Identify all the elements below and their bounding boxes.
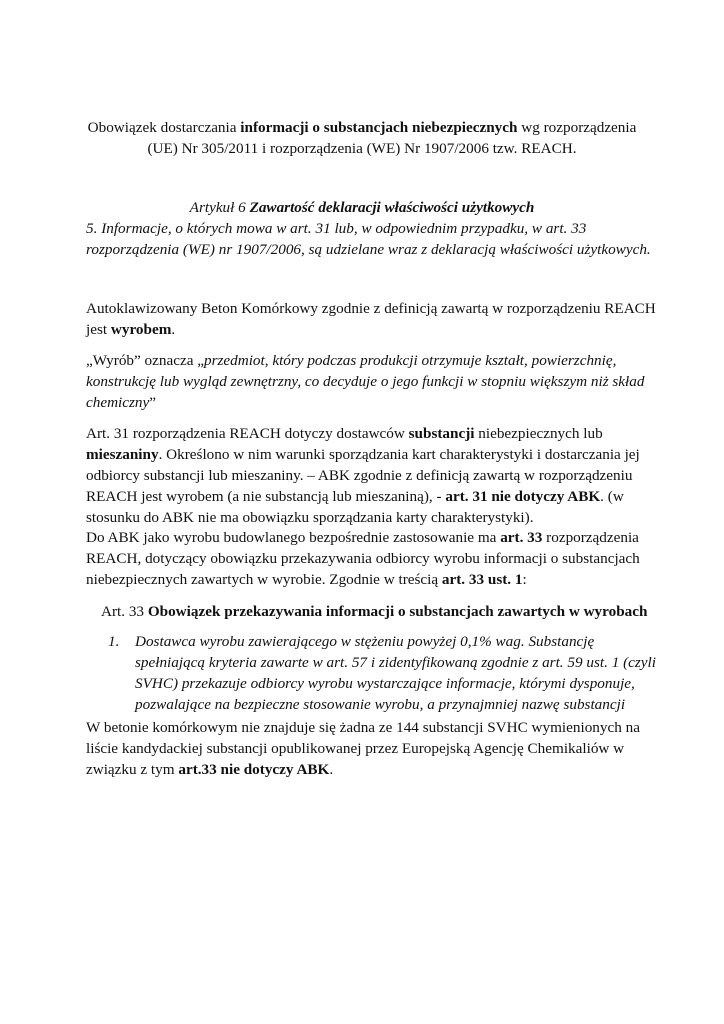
- list-line-3: SVHC) przekazuje odbiorcy wyrobu wystarczające informacje, którymi dysponuje,: [135, 675, 635, 692]
- p3-emphasis: art. 31 nie dotyczy ABK: [445, 488, 601, 505]
- p4-text: niebezpiecznych zawartych w wyrobie. Zgodnie w treścią: [86, 571, 442, 588]
- paragraph-art31: [86, 423, 646, 528]
- p2-text: „Wyrób” oznacza „: [86, 352, 204, 369]
- p3-line-3: odbiorcy substancji lub mieszaniny. – ABK zgodnie z definicją zawartą w rozporządzeniu: [86, 467, 633, 484]
- p4-emphasis: art. 33 ust. 1: [441, 571, 523, 588]
- art33-prefix: Art. 33: [101, 603, 148, 620]
- p4-text: :: [522, 571, 527, 588]
- p5-text: .: [329, 761, 334, 778]
- list-line-1: Dostawca wyrobu zawierającego w stężeniu powyżej 0,1% wag. Substancję: [135, 633, 595, 650]
- p3-text: REACH jest wyrobem (a nie substancją lub mieszaniną), -: [86, 488, 446, 505]
- p1-line-1: Autoklawizowany Beton Komórkowy zgodnie z definicją zawartą w rozporządzeniu REACH: [86, 300, 656, 317]
- p4-line-2: REACH, dotyczący obowiązku przekazywania odbiorcy wyrobu informacji o substancjach: [86, 550, 640, 567]
- p3-text: Art. 31 rozporządzenia REACH dotyczy dostawców: [86, 425, 409, 442]
- p5-line-2: liście kandydackiej substancji opublikowanej przez Europejską Agencję Chemikaliów w: [86, 740, 625, 757]
- art33-heading: [101, 601, 647, 622]
- p2-line-2: konstrukcję lub wygląd zewnętrzny, co decyduje o jego funkcji w stopniu większym niż skład: [86, 373, 645, 390]
- header-line-2: (UE) Nr 305/2011 i rozporządzenia (WE) Nr 1907/2006 tzw. REACH.: [147, 140, 577, 157]
- p1-text: .: [171, 321, 176, 338]
- header-line-1: [0, 117, 724, 138]
- p2-quote: chemiczny: [86, 394, 150, 411]
- list-line-2: spełniającą kryteria zawarte w art. 57 i zidentyfikowaną zgodnie z art. 59 ust. 1 (czyli: [135, 654, 656, 671]
- header-text: Obowiązek dostarczania: [87, 119, 241, 136]
- p1-text: jest: [86, 321, 111, 338]
- p4-text: rozporządzenia: [542, 529, 639, 546]
- paragraph-conclusion: [86, 717, 646, 780]
- article6-line-1: 5. Informacje, o których mowa w art. 31 lub, w odpowiednim przypadku, w art. 33: [86, 220, 587, 237]
- p3-text: . (w: [600, 488, 624, 505]
- p5-text: związku z tym: [86, 761, 179, 778]
- article6-body: [86, 218, 651, 260]
- article6-title: [0, 197, 724, 218]
- list-line-4: pozwalające na bezpieczne stosowanie wyrobu, a przynajmniej nazwę substancji: [135, 696, 626, 713]
- list-item-number: 1.: [108, 633, 120, 650]
- p3-emphasis: mieszaniny: [86, 446, 159, 463]
- article6-title-bold: Zawartość deklaracji właściwości użytkowych: [249, 199, 535, 216]
- p2-quote: przedmiot, który podczas produkcji otrzymuje kształt, powierzchnię,: [203, 352, 617, 369]
- p2-text: ”: [149, 394, 156, 411]
- p4-text: Do ABK jako wyrobu budowlanego bezpośrednie zastosowanie ma: [86, 529, 501, 546]
- p3-text: niebezpiecznych lub: [474, 425, 603, 442]
- paragraph-wyrob-definition: [86, 350, 646, 413]
- article6-line-2: rozporządzenia (WE) nr 1907/2006, są udzielane wraz z deklaracją właściwości użytkowych.: [86, 241, 651, 258]
- article6-title-prefix: Artykuł 6: [189, 199, 250, 216]
- p5-line-1: W betonie komórkowym nie znajduje się żadna ze 144 substancji SVHC wymienionych na: [86, 719, 640, 736]
- list-item: [0, 631, 724, 721]
- header-emphasis: informacji o substancjach niebezpiecznych: [240, 119, 518, 136]
- p4-emphasis: art. 33: [500, 529, 543, 546]
- header-text: wg rozporządzenia: [517, 119, 637, 136]
- p3-emphasis: substancji: [408, 425, 475, 442]
- p3-line-5: stosunku do ABK nie ma obowiązku sporządzania karty charakterystyki).: [86, 509, 534, 526]
- document-header: [0, 117, 724, 159]
- paragraph-art33: [86, 527, 646, 590]
- p1-emphasis: wyrobem: [110, 321, 172, 338]
- paragraph-abk-definition: [86, 298, 656, 340]
- p3-text: . Określono w nim warunki sporządzania kart charakterystyki i dostarczania jej: [158, 446, 640, 463]
- art33-title: Obowiązek przekazywania informacji o substancjach zawartych w wyrobach: [147, 603, 648, 620]
- p5-emphasis: art.33 nie dotyczy ABK: [178, 761, 330, 778]
